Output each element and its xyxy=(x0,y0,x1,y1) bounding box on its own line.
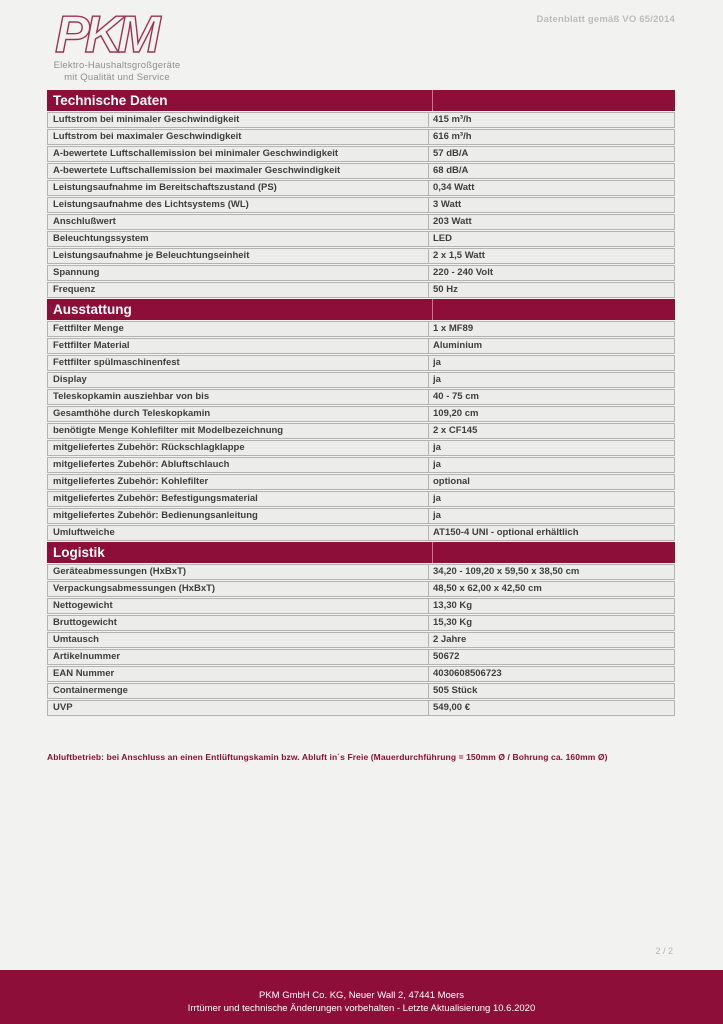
table-row xyxy=(47,649,675,665)
footer-company-line: PKM GmbH Co. KG, Neuer Wall 2, 47441 Moers xyxy=(258,990,465,1001)
spec-value: 68 dB/A xyxy=(433,165,469,176)
section-header-spacer xyxy=(433,542,675,563)
spec-label: Frequenz xyxy=(48,283,429,297)
spec-label: Display xyxy=(48,373,429,387)
section-header-spacer xyxy=(433,90,675,111)
table-row xyxy=(47,321,675,337)
section-title: Logistik xyxy=(47,542,433,563)
table-row xyxy=(47,525,675,541)
brand-tagline-1: Elektro-Haushaltsgroßgeräte xyxy=(53,60,181,71)
spec-value: Aluminium xyxy=(433,340,483,351)
spec-label: Geräteabmessungen (HxBxT) xyxy=(48,565,429,579)
spec-label: mitgeliefertes Zubehör: Bedienungsanleitung xyxy=(48,509,429,523)
table-row xyxy=(47,180,675,196)
table-row xyxy=(47,598,675,614)
spec-value: 415 m³/h xyxy=(433,114,472,125)
table-row xyxy=(47,355,675,371)
table-row xyxy=(47,265,675,281)
section-header xyxy=(47,299,675,320)
spec-label: Nettogewicht xyxy=(48,599,429,613)
spec-label: Verpackungsabmessungen (HxBxT) xyxy=(48,582,429,596)
table-row xyxy=(47,112,675,128)
spec-value: ja xyxy=(433,357,441,368)
svg-text:PKM: PKM xyxy=(55,8,156,60)
brand-tagline-2: mit Qualität und Service xyxy=(64,72,170,83)
spec-label: mitgeliefertes Zubehör: Abluftschlauch xyxy=(48,458,429,472)
spec-label: Leistungsaufnahme im Bereitschaftszustand (PS) xyxy=(48,181,429,195)
spec-value: AT150-4 UNI - optional erhältlich xyxy=(433,527,579,538)
brand-header xyxy=(47,8,187,84)
table-row xyxy=(47,214,675,230)
table-row xyxy=(47,248,675,264)
table-row xyxy=(47,581,675,597)
spec-label: Leistungsaufnahme je Beleuchtungseinheit xyxy=(48,249,429,263)
table-row xyxy=(47,700,675,716)
spec-value: 2 x 1,5 Watt xyxy=(433,250,485,261)
spec-label: A-bewertete Luftschallemission bei maximaler Geschwindigkeit xyxy=(48,164,429,178)
spec-label: Fettfilter Menge xyxy=(48,322,429,336)
spec-value: 2 x CF145 xyxy=(433,425,478,436)
table-row xyxy=(47,683,675,699)
table-row xyxy=(47,406,675,422)
spec-value: ja xyxy=(433,493,441,504)
spec-label: Beleuchtungssystem xyxy=(48,232,429,246)
spec-value: ja xyxy=(433,374,441,385)
spec-label: A-bewertete Luftschallemission bei minimaler Geschwindigkeit xyxy=(48,147,429,161)
table-row xyxy=(47,129,675,145)
section-title: Ausstattung xyxy=(47,299,433,320)
table-row xyxy=(47,231,675,247)
table-row xyxy=(47,423,675,439)
table-row xyxy=(47,615,675,631)
spec-value: 0,34 Watt xyxy=(433,182,475,193)
footer-disclaimer-line: Irrtümer und technische Änderungen vorbehalten - Letzte Aktualisierung 10.6.2020 xyxy=(187,1003,536,1014)
spec-value: 505 Stück xyxy=(433,685,478,696)
footer xyxy=(0,970,723,1024)
section-rows xyxy=(47,112,675,298)
spec-label: UVP xyxy=(48,701,429,715)
spec-section xyxy=(47,299,675,541)
spec-label: mitgeliefertes Zubehör: Rückschlagklappe xyxy=(48,441,429,455)
spec-value: 220 - 240 Volt xyxy=(433,267,494,278)
section-header-spacer xyxy=(433,299,675,320)
table-row xyxy=(47,564,675,580)
table-row xyxy=(47,282,675,298)
spec-label: Luftstrom bei maximaler Geschwindigkeit xyxy=(48,130,429,144)
table-row xyxy=(47,440,675,456)
spec-value: 2 Jahre xyxy=(433,634,467,645)
table-row xyxy=(47,508,675,524)
spec-value: 3 Watt xyxy=(433,199,462,210)
spec-value: 15,30 Kg xyxy=(433,617,473,628)
spec-label: Gesamthöhe durch Teleskopkamin xyxy=(48,407,429,421)
table-row xyxy=(47,666,675,682)
spec-label: mitgeliefertes Zubehör: Kohlefilter xyxy=(48,475,429,489)
spec-label: Umtausch xyxy=(48,633,429,647)
spec-value: ja xyxy=(433,510,441,521)
table-row xyxy=(47,474,675,490)
pkm-logo xyxy=(53,8,181,60)
spec-value: LED xyxy=(433,233,452,244)
spec-label: Containermenge xyxy=(48,684,429,698)
table-row xyxy=(47,338,675,354)
spec-label: Luftstrom bei minimaler Geschwindigkeit xyxy=(48,113,429,127)
spec-label: Umluftweiche xyxy=(48,526,429,540)
spec-label: Leistungsaufnahme des Lichtsystems (WL) xyxy=(48,198,429,212)
section-title: Technische Daten xyxy=(47,90,433,111)
spec-tables xyxy=(47,90,675,717)
spec-value: 48,50 x 62,00 x 42,50 cm xyxy=(433,583,542,594)
spec-value: 549,00 € xyxy=(433,702,470,713)
spec-label: Anschlußwert xyxy=(48,215,429,229)
section-rows xyxy=(47,321,675,541)
spec-label: Fettfilter Material xyxy=(48,339,429,353)
spec-value: 57 dB/A xyxy=(433,148,469,159)
section-rows xyxy=(47,564,675,716)
spec-value: 109,20 cm xyxy=(433,408,479,419)
spec-value: 40 - 75 cm xyxy=(433,391,479,402)
spec-value: 4030608506723 xyxy=(433,668,502,679)
exhaust-mode-footnote: Abluftbetrieb: bei Anschluss an einen Entlüftungskamin bzw. Abluft in´s Freie (Mauerdurchführung = 150mm Ø / Bohrung ca. 160mm Ø) xyxy=(47,752,608,762)
table-row xyxy=(47,491,675,507)
table-row xyxy=(47,146,675,162)
spec-label: Spannung xyxy=(48,266,429,280)
spec-section xyxy=(47,542,675,716)
table-row xyxy=(47,197,675,213)
spec-label: Fettfilter spülmaschinenfest xyxy=(48,356,429,370)
table-row xyxy=(47,632,675,648)
datasheet-regulation-label: Datenblatt gemäß VO 65/2014 xyxy=(536,14,675,25)
spec-label: mitgeliefertes Zubehör: Befestigungsmaterial xyxy=(48,492,429,506)
spec-value: 1 x MF89 xyxy=(433,323,474,334)
spec-label: Bruttogewicht xyxy=(48,616,429,630)
table-row xyxy=(47,372,675,388)
spec-value: ja xyxy=(433,442,441,453)
table-row xyxy=(47,163,675,179)
spec-value: 50 Hz xyxy=(433,284,458,295)
spec-section xyxy=(47,90,675,298)
spec-label: benötigte Menge Kohlefilter mit Modelbezeichnung xyxy=(48,424,429,438)
spec-label: Teleskopkamin ausziehbar von bis xyxy=(48,390,429,404)
section-header xyxy=(47,542,675,563)
spec-label: EAN Nummer xyxy=(48,667,429,681)
spec-label: Artikelnummer xyxy=(48,650,429,664)
spec-value: optional xyxy=(433,476,470,487)
table-row xyxy=(47,457,675,473)
spec-value: 34,20 - 109,20 x 59,50 x 38,50 cm xyxy=(433,566,580,577)
spec-value: 203 Watt xyxy=(433,216,472,227)
spec-value: ja xyxy=(433,459,441,470)
spec-value: 50672 xyxy=(433,651,460,662)
page-number: 2 / 2 xyxy=(655,946,673,956)
spec-value: 13,30 Kg xyxy=(433,600,473,611)
table-row xyxy=(47,389,675,405)
section-header xyxy=(47,90,675,111)
spec-value: 616 m³/h xyxy=(433,131,472,142)
